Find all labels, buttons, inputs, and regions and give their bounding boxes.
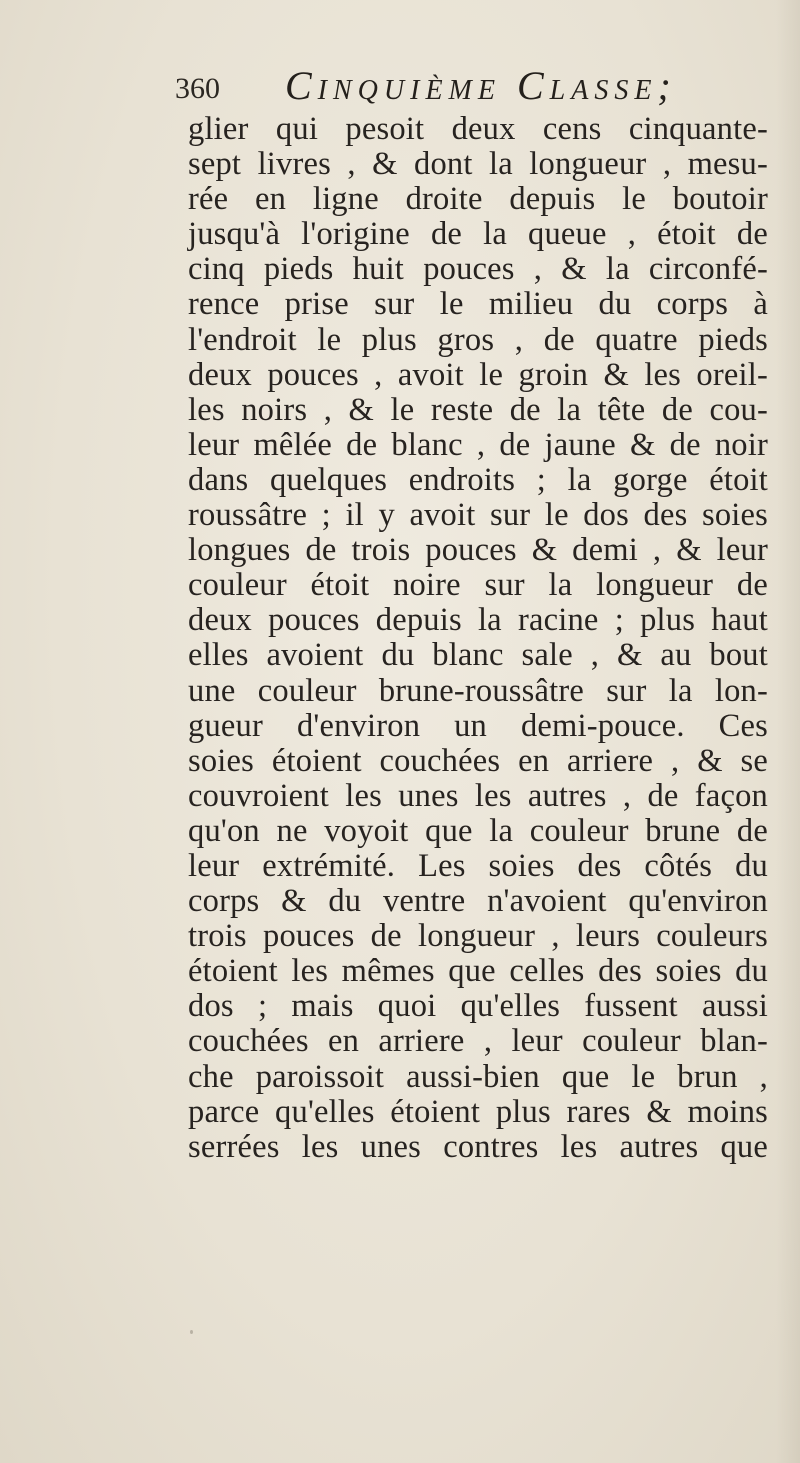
- paper-speck: [190, 1330, 193, 1334]
- text-line: jusqu'à l'origine de la queue , étoit de: [188, 216, 768, 253]
- text-line: roussâtre ; il y avoit sur le dos des soies: [188, 497, 768, 534]
- text-line: dans quelques endroits ; la gorge étoit: [188, 461, 768, 498]
- text-line: rence prise sur le milieu du corps à: [188, 286, 768, 323]
- page-edge-shadow: [776, 0, 800, 1463]
- text-line: dos ; mais quoi qu'elles fussent aussi: [188, 988, 768, 1025]
- text-line: corps & du ventre n'avoient qu'environ: [188, 883, 768, 920]
- text-line: deux pouces depuis la racine ; plus haut: [188, 602, 768, 639]
- text-line: qu'on ne voyoit que la couleur brune de: [188, 812, 768, 849]
- text-line: couchées en arriere , leur couleur blan-: [188, 1023, 768, 1060]
- text-line: rée en ligne droite depuis le boutoir: [188, 181, 768, 218]
- running-title: Cinquième Classe;: [285, 63, 677, 108]
- text-line: glier qui pesoit deux cens cinquante-: [188, 111, 768, 147]
- text-line: leur extrémité. Les soies des côtés du: [188, 847, 768, 884]
- text-line: serrées les unes contres les autres que: [188, 1128, 768, 1165]
- text-line: leur mêlée de blanc , de jaune & de noir: [188, 426, 768, 463]
- text-line: une couleur brune-roussâtre sur la lon-: [188, 672, 768, 709]
- page-header: [175, 62, 775, 112]
- text-line: les noirs , & le reste de la tête de cou-: [188, 391, 768, 428]
- text-line: cinq pieds huit pouces , & la circonfé-: [188, 251, 768, 288]
- text-line: trois pouces de longueur , leurs couleurs: [188, 918, 768, 955]
- text-line: deux pouces , avoit le groin & les oreil-: [188, 356, 768, 393]
- text-line: parce qu'elles étoient plus rares & moins: [188, 1093, 768, 1130]
- text-line: gueur d'environ un demi-pouce. Ces: [188, 707, 768, 744]
- text-line: couvroient les unes les autres , de façon: [188, 777, 768, 814]
- text-line: soies étoient couchées en arriere , & se: [188, 742, 768, 779]
- body-text: [188, 112, 768, 1165]
- text-line: l'endroit le plus gros , de quatre pieds: [188, 321, 768, 358]
- text-line: che paroissoit aussi-bien que le brun ,: [188, 1058, 768, 1095]
- text-line: elles avoient du blanc sale , & au bout: [188, 637, 768, 674]
- text-line: longues de trois pouces & demi , & leur: [188, 532, 768, 569]
- text-line: couleur étoit noire sur la longueur de: [188, 567, 768, 604]
- page-number: 360: [175, 72, 220, 105]
- text-line: sept livres , & dont la longueur , mesu-: [188, 146, 768, 183]
- text-line: étoient les mêmes que celles des soies du: [188, 953, 768, 990]
